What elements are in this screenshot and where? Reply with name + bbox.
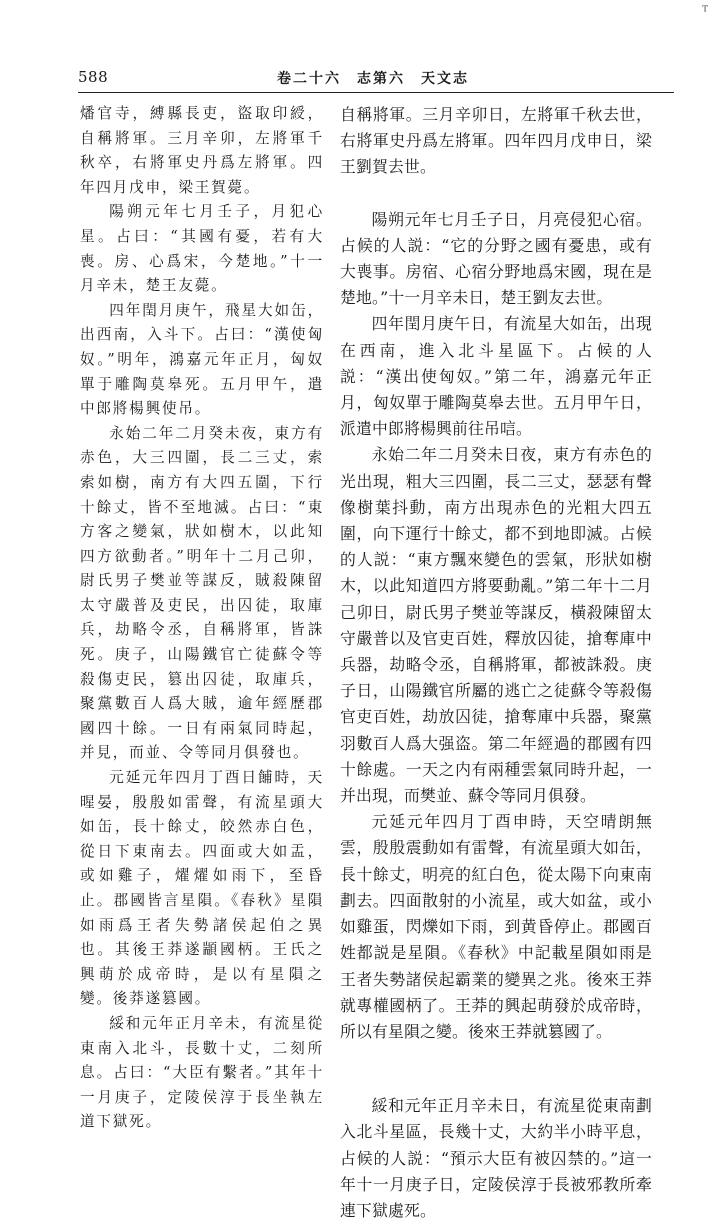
header-rule: [78, 92, 674, 93]
left-paragraph-4: 永始二年二月癸未夜，東方有赤色，大三四圍，長二三丈，索索如樹，南方有大四五圍，下行十餘丈，皆不至地滅。占曰：“東方客之變氣，狀如樹木，以此知四方欲動者。”明年十二月己卯，尉氏男子樊並等謀反，賊殺陳留太守嚴普及吏民，出囚徒，取庫兵，劫略令丞，自稱將軍，皆誅死。庚子，山陽鐵官亡徒蘇令等殺傷吏民，篡出囚徒，取庫兵，聚黨數百人爲大賊，逾年經歷郡國四十餘。一日有兩氣同時起，并見，而並、令等同月俱發也。: [80, 424, 324, 762]
left-paragraph-3: 四年閏月庚午，飛星大如缶，出西南，入斗下。占曰：“漢使匈奴。”明年，鴻嘉元年正月，匈奴單于雕陶莫皋死。五月甲午，遣中郎將楊興使吊。: [80, 301, 324, 418]
right-paragraph-6: 綏和元年正月辛未日，有流星從東南劃入北斗星區，長幾十丈，大約半小時平息，占候的人説：“預示大臣有被囚禁的。”這一年十一月庚子日，定陵侯淳于長被邪教所牽連下獄處死。: [340, 1096, 652, 1220]
right-paragraph-1: 自稱將軍。三月辛卯日，左將軍千秋去世，右將軍史丹爲左將軍。四年四月戊申日，梁王劉賀去世。: [340, 105, 652, 177]
left-paragraph-5: 元延元年四月丁酉日餔時，天暒晏，殷殷如雷聲，有流星頭大如缶，長十餘丈，皎然赤白色，從日下東南去。四面或大如盂，或如雞子，燿燿如雨下，至昏止。郡國皆言星隕。《春秋》星隕如雨爲王者失勢諸侯起伯之異也。其後王莽遂顓國柄。王氏之興萌於成帝時，是以有星隕之變。後莽遂篡國。: [80, 769, 324, 1008]
right-paragraph-5: 元延元年四月丁酉申時，天空晴朗無雲，殷殷震動如有雷聲，有流星頭大如缶，長十餘丈，明亮的紅白色，從太陽下向東南劃去。四面散射的小流星，或大如盆，或小如雞蛋，閃爍如下雨，到黄昏停止。郡國百姓都説是星隕。《春秋》中記載星隕如雨是王者失勢諸侯起霸業的變異之兆。後來王莽就專權國柄了。王莽的興起萌發於成帝時，所以有星隕之變。後來王莽就篡國了。: [340, 812, 652, 1041]
right-paragraph-3: 四年閏月庚午日，有流星大如缶，出現在西南，進入北斗星區下。占候的人説：“漢出使匈奴。”第二年，鴻嘉元年正月，匈奴單于雕陶莫皋去世。五月甲午日，派遣中郎將楊興前往吊唁。: [340, 314, 652, 439]
right-paragraph-4: 永始二年二月癸未日夜，東方有赤色的光出現，粗大三四圍，長二三丈，瑟瑟有聲像樹葉抖動，南方出現赤色的光粗大四五圍，向下運行十餘丈，都不到地即滅。占候的人説：“東方飄來變色的雲氣，形狀如樹木，以此知道四方將要動亂。”第二年十二月己卯日，尉氏男子樊並等謀反，橫殺陳留太守嚴普以及官吏百姓，釋放囚徒，搶奪庫中兵器，劫略令丞，自稱將軍，都被誅殺。庚子日，山陽鐵官所屬的逃亡之徒蘇令等殺傷官吏百姓，劫放囚徒，搶奪庫中兵器，聚黨羽數百人爲大强盗。第二年經過的郡國有四十餘處。一天之内有兩種雲氣同時升起，一并出現，而樊並、蘇令等同月俱發。: [340, 445, 652, 806]
running-title: 卷二十六 志第六 天文志: [277, 71, 469, 87]
page-header: [78, 66, 668, 92]
right-paragraph-2: 陽朔元年七月壬子日，月亮侵犯心宿。占候的人説：“它的分野之國有憂患，或有大喪事。房宿、心宿分野地爲宋國，現在是楚地。”十一月辛未日，楚王劉友去世。: [340, 209, 652, 308]
left-paragraph-6: 綏和元年正月辛未，有流星從東南入北斗，長數十丈，二刻所息。占曰：“大臣有繫者。”其年十一月庚子，定陵侯淳于長坐執左道下獄死。: [80, 1014, 324, 1131]
left-paragraph-1: 燔官寺，縛縣長吏，盜取印綬，自稱將軍。三月辛卯，左將軍千秋卒，右將軍史丹爲左將軍。四年四月戊申，梁王賀薨。: [80, 105, 324, 196]
page-number: 588: [78, 68, 109, 86]
corner-mark: ᵀ: [702, 4, 708, 20]
classical-text-column: [80, 102, 324, 1135]
translation-column: [340, 102, 652, 1224]
left-paragraph-2: 陽朔元年七月壬子，月犯心星。占曰：“其國有憂，若有大喪。房、心爲宋，今楚地。”十一月辛未，楚王友薨。: [80, 203, 324, 295]
